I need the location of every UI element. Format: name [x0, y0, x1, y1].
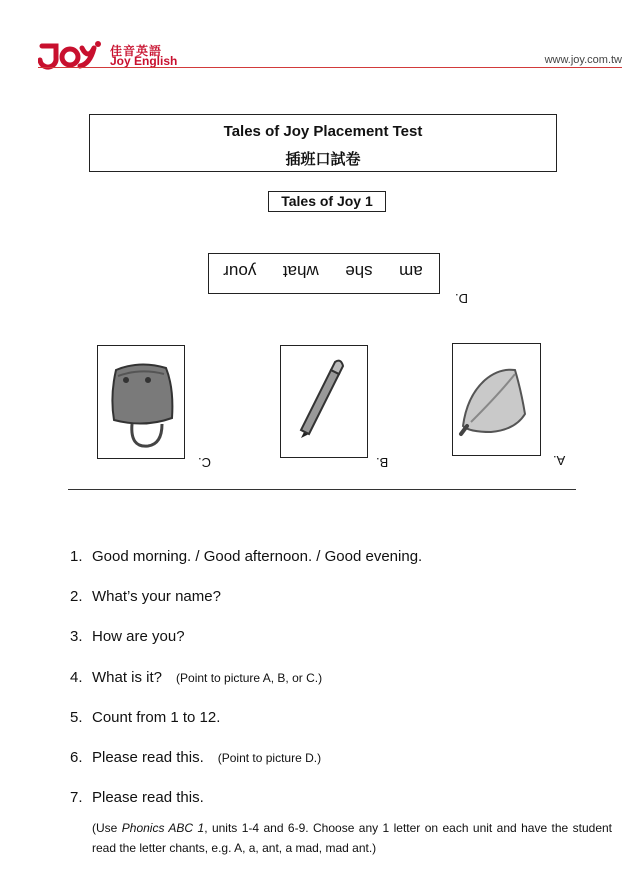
picture-b	[280, 345, 368, 458]
question-item	[70, 669, 630, 709]
question-text: Please read this.	[92, 789, 204, 807]
question-number: 1.	[70, 548, 83, 565]
word: am	[399, 262, 423, 281]
word: what	[282, 262, 319, 281]
question-number: 2.	[70, 588, 83, 606]
word: your	[223, 262, 257, 281]
question-7-instructions	[92, 818, 612, 858]
book-title: Phonics ABC 1	[121, 821, 205, 835]
test-title: Tales of Joy Placement Test	[223, 123, 423, 140]
question-item	[70, 709, 630, 749]
note-body: , units 1-4 and 6-9. Choose any 1 letter on each unit and have the student read the letter chants, e.g. A, a, ant, a mad, mad ant.)	[92, 821, 613, 855]
joy-logo	[38, 40, 108, 70]
question-item	[70, 749, 630, 789]
question-text: Good morning. / Good afternoon. / Good evening.	[92, 548, 423, 565]
word-card-words	[210, 258, 436, 284]
website-link[interactable]: www.joy.com.tw	[544, 54, 622, 66]
question-number: 3.	[70, 628, 83, 646]
picture-label-c: C.	[198, 455, 211, 470]
picture-label-a: A.	[553, 453, 566, 468]
question-text: What’s your name?	[92, 588, 221, 606]
question-note: (Point to picture D.)	[217, 750, 322, 765]
brand-english: Joy English	[110, 54, 178, 68]
question-number: 4.	[70, 668, 83, 686]
question-number: 6.	[70, 748, 83, 766]
word: she	[345, 262, 373, 281]
pencil-icon	[281, 346, 367, 457]
picture-label-d: D.	[455, 291, 468, 306]
question-item	[70, 548, 630, 588]
question-list	[70, 548, 630, 829]
picture-c	[97, 345, 185, 459]
header-divider	[38, 67, 622, 68]
question-number: 5.	[70, 708, 83, 726]
test-title-chinese: 插班口試卷	[285, 151, 361, 168]
brand-chinese: 佳音英語	[110, 44, 163, 58]
question-text: What is it?	[92, 668, 163, 686]
question-item	[70, 628, 630, 668]
picture-label-b: B.	[376, 455, 389, 470]
note-prefix: (Use	[92, 821, 122, 835]
banana-icon	[453, 344, 540, 455]
level-label: Tales of Joy 1	[268, 191, 386, 212]
question-note: (Point to picture A, B, or C.)	[176, 670, 323, 685]
question-text: How are you?	[92, 628, 185, 646]
question-text: Please read this.	[92, 748, 204, 766]
picture-a	[452, 343, 541, 456]
bag-icon	[98, 346, 184, 458]
question-item	[70, 588, 630, 628]
section-divider	[68, 489, 576, 490]
question-number: 7.	[70, 789, 83, 807]
question-text: Count from 1 to 12.	[92, 708, 221, 726]
